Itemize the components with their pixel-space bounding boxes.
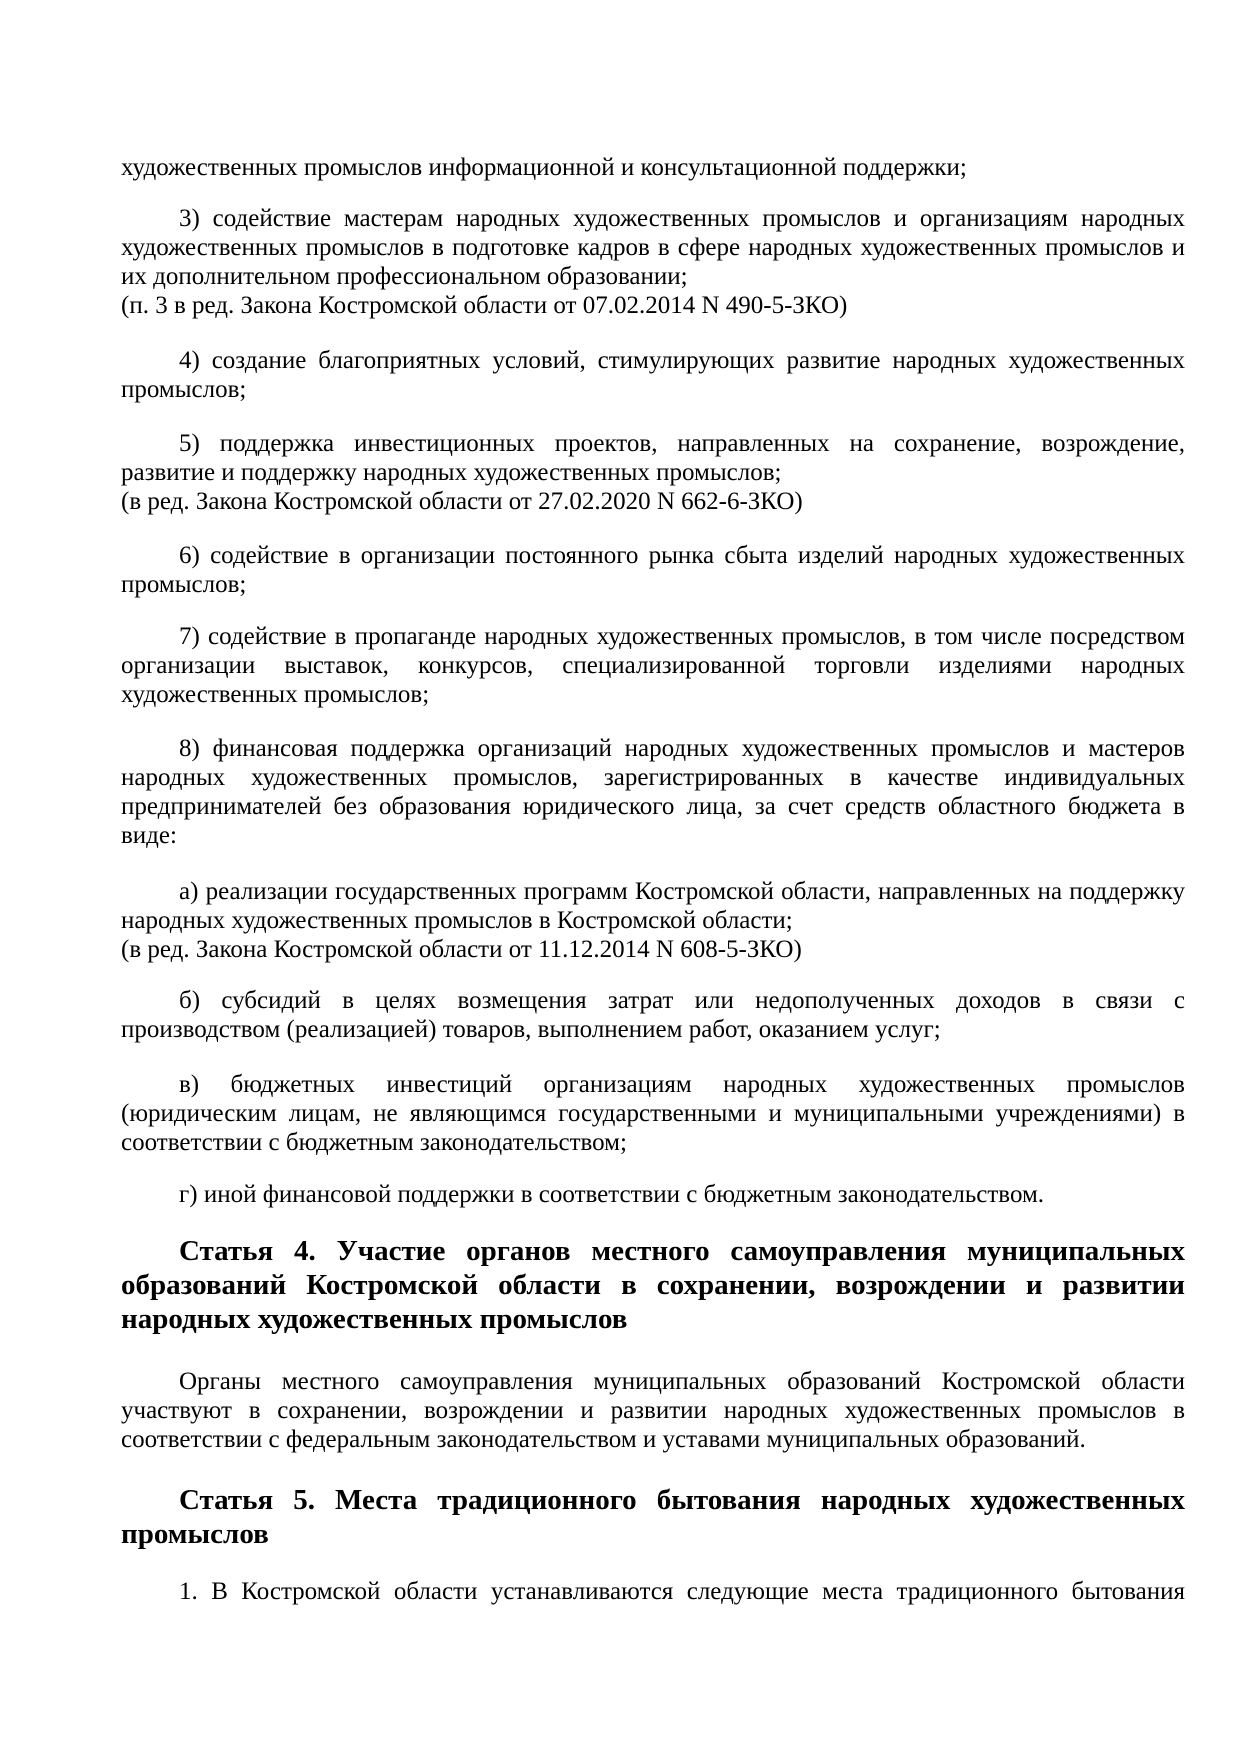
subitem-g: г) иной финансовой поддержки в соответствии с бюджетным законодательством. xyxy=(179,1181,1045,1208)
subitem-a-text: а) реализации государственных программ Костромской области, направленных на поддержку народных художественных промыслов в Костромской области; xyxy=(121,878,1185,934)
item-3-text: 3) содействие мастерам народных художественных промыслов и организациям народных художественных промыслов в подготовке кадров в сфере народных художественных промыслов и их дополнительном профессиональном образовании; xyxy=(121,205,1185,290)
item-8: 8) финансовая поддержка организаций народных художественных промыслов и мастеров народных художественных промыслов, зарегистрированных в качестве индивидуальных предпринимателей без образования юридического лица, за счет средств областного бюджета в виде: xyxy=(121,735,1185,849)
item-4: 4) создание благоприятных условий, стимулирующих развитие народных художественных промыслов; xyxy=(121,347,1185,403)
amendment-note: (в ред. Закона Костромской области от 11.12.2014 N 608-5-ЗКО) xyxy=(121,936,802,963)
subitem-v: в) бюджетных инвестиций организациям народных художественных промыслов (юридическим лицам, не являющимся государственными и муниципальными учреждениями) в соответствии с бюджетным законодательством; xyxy=(121,1071,1185,1156)
article-4-text: Органы местного самоуправления муниципальных образований Костромской области участвуют в сохранении, возрождении и развитии народных художественных промыслов в соответствии с федеральным законодательством и уставами муниципальных образований. xyxy=(121,1368,1185,1453)
item-5 xyxy=(121,429,1185,516)
item-7: 7) содействие в пропаганде народных художественных промыслов, в том числе посредством организации выставок, конкурсов, специализированной торговли изделиями народных художественных промыслов; xyxy=(121,623,1185,708)
subitem-b: б) субсидий в целях возмещения затрат или недополученных доходов в связи с производством (реализацией) товаров, выполнением работ, оказанием услуг; xyxy=(121,987,1185,1043)
amendment-note: (в ред. Закона Костромской области от 27.02.2020 N 662-6-ЗКО) xyxy=(121,488,803,515)
article-5-heading: Статья 5. Места традиционного бытования народных художественных промыслов xyxy=(121,1484,1185,1550)
item-3 xyxy=(121,204,1185,320)
paragraph-continuation: художественных промыслов информационной и консультационной поддержки; xyxy=(121,154,967,181)
amendment-note: (п. 3 в ред. Закона Костромской области от 07.02.2014 N 490-5-ЗКО) xyxy=(121,292,848,319)
article-4-heading: Статья 4. Участие органов местного самоуправления муниципальных образований Костромской области в сохранении, возрождении и развитии народных художественных промыслов xyxy=(121,1235,1185,1335)
item-5-text: 5) поддержка инвестиционных проектов, направленных на сохранение, возрождение, развитие и поддержку народных художественных промыслов; xyxy=(121,430,1185,486)
item-6: 6) содействие в организации постоянного рынка сбыта изделий народных художественных промыслов; xyxy=(121,542,1185,598)
article-5-item-1: 1. В Костромской области устанавливаются следующие места традиционного бытования xyxy=(179,1578,1185,1605)
subitem-a xyxy=(121,877,1185,964)
